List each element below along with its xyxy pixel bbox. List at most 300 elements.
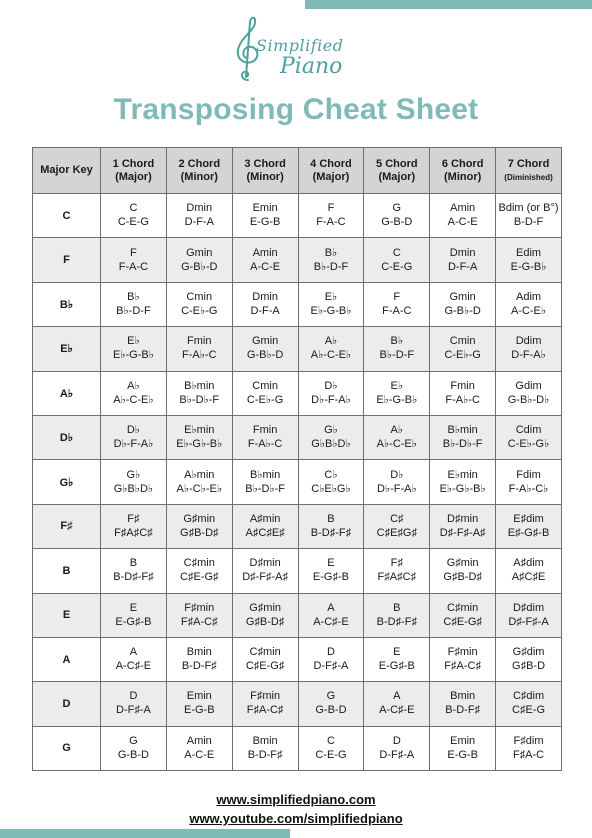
chord-cell: [496, 238, 562, 282]
chord-notes: B♭-D♭-F: [442, 438, 483, 451]
table-row: [33, 194, 562, 238]
chord-cell: [298, 682, 364, 726]
chord-cell: [298, 282, 364, 326]
chord-name: D: [129, 690, 138, 703]
chord-name: Fdim: [516, 468, 541, 481]
chord-cell: [101, 726, 167, 770]
chord-cell: [430, 460, 496, 504]
major-key-cell: E♭: [33, 327, 101, 371]
chord-cell: [496, 415, 562, 459]
chord-cell: [298, 726, 364, 770]
header-chord-6: 6 Chord (Minor): [430, 148, 496, 194]
chord-notes: B-D-F♯: [247, 748, 283, 761]
chord-name: B♭min: [249, 468, 281, 481]
chord-name: Fmin: [187, 335, 212, 348]
chord-cell: [298, 549, 364, 593]
chord-cell: [232, 194, 298, 238]
table-row: [33, 682, 562, 726]
chord-cell: [166, 415, 232, 459]
header-chord-7: 7 Chord (Diminished): [496, 148, 562, 194]
chord-name: A♭min: [184, 468, 215, 481]
chord-notes: C-E♭-G: [444, 349, 481, 362]
chord-notes: A-C♯-E: [313, 615, 349, 628]
chord-notes: D♭-F-A♭: [376, 482, 417, 495]
chord-cell: [166, 282, 232, 326]
chord-cell: [232, 504, 298, 548]
chord-name: Fmin: [252, 424, 278, 437]
table-row: [33, 726, 562, 770]
chord-name: Gmin: [449, 290, 476, 303]
chord-notes: A-C-E: [250, 260, 281, 273]
chord-name: A: [327, 601, 335, 614]
chord-name: Dmin: [186, 202, 213, 215]
chord-notes: D♯-F♯-A♯: [439, 526, 486, 539]
chord-cell: [430, 238, 496, 282]
chord-cell: [430, 282, 496, 326]
chord-name: B♭: [324, 246, 338, 259]
chord-cell: [232, 726, 298, 770]
chord-cell: [364, 549, 430, 593]
chord-notes: A-C-E: [184, 748, 215, 761]
header-chord-3: 3 Chord (Minor): [232, 148, 298, 194]
chord-notes: C♯E-G: [512, 704, 546, 717]
header-chord-4: 4 Chord (Major): [298, 148, 364, 194]
chord-name: E: [393, 646, 401, 659]
major-key-cell: D: [33, 682, 101, 726]
major-key-cell: B♭: [33, 282, 101, 326]
chord-cell: [496, 327, 562, 371]
chord-notes: E-G♯-B: [378, 660, 415, 673]
chord-cell: [364, 415, 430, 459]
chord-notes: D-F-A: [447, 260, 478, 273]
chord-cell: [430, 194, 496, 238]
major-key-cell: A: [33, 637, 101, 681]
chord-cell: [496, 371, 562, 415]
chord-notes: C-E♭-G♭: [507, 438, 550, 451]
chord-name: C♯min: [249, 646, 281, 659]
chord-cell: [232, 371, 298, 415]
header-chord-1: 1 Chord (Major): [101, 148, 167, 194]
chord-name: B: [393, 601, 401, 614]
chord-cell: [364, 593, 430, 637]
chord-cell: [166, 460, 232, 504]
chord-name: F♯min: [250, 690, 281, 703]
chord-name: A♭: [324, 335, 338, 348]
chord-name: F♯dim: [513, 734, 544, 747]
chord-name: C: [326, 734, 335, 747]
chord-cell: [430, 593, 496, 637]
chord-name: Emin: [252, 202, 278, 215]
chord-name: Cdim: [515, 424, 542, 437]
chord-cell: [298, 504, 364, 548]
chord-notes: C♯E-G♯: [443, 615, 482, 628]
chord-name: Amin: [450, 202, 476, 215]
chord-name: E♭min: [184, 424, 215, 437]
chord-name: Gmin: [251, 335, 279, 348]
page-title: Transposing Cheat Sheet: [113, 93, 479, 126]
chord-name: C♭: [324, 468, 338, 481]
chord-name: E: [129, 601, 138, 614]
chord-notes: G-B♭-D: [246, 349, 284, 362]
chord-name: G: [326, 690, 336, 703]
chord-name: E♭: [127, 335, 140, 348]
chord-name: Amin: [252, 246, 278, 259]
chord-notes: B♭-D-F: [116, 304, 151, 317]
chord-cell: [430, 726, 496, 770]
chord-cell: [101, 194, 167, 238]
chord-notes: E-G-B: [447, 748, 478, 761]
chord-notes: G-B♭-D: [444, 304, 481, 317]
chord-notes: F♯A♯C♯: [377, 571, 417, 584]
chord-notes: D-F-A♭: [511, 349, 546, 362]
chord-name: F♯: [390, 557, 403, 570]
chord-name: A♭: [390, 424, 404, 437]
chord-notes: F-A♭-C: [445, 393, 480, 406]
chord-name: D: [392, 734, 401, 747]
chord-cell: [232, 637, 298, 681]
chord-notes: B♭-D♭-F: [179, 393, 220, 406]
chord-name: Bmin: [450, 690, 476, 703]
chord-notes: A-C♯-E: [379, 704, 415, 717]
chord-notes: A-C♯-E: [115, 660, 152, 673]
chord-cell: [166, 726, 232, 770]
chord-notes: B-D♯-F♯: [310, 526, 352, 539]
brand-line-2: Piano: [280, 54, 343, 79]
chord-notes: G-B-D: [117, 748, 149, 761]
chord-cell: [430, 415, 496, 459]
chord-notes: G-B♭-D: [181, 260, 218, 273]
chord-name: A♯min: [249, 512, 281, 525]
chord-cell: [101, 593, 167, 637]
chord-notes: E-G♯-B: [312, 571, 349, 584]
chord-name: B♭: [390, 335, 404, 348]
chord-name: Ddim: [515, 335, 542, 348]
brand-line-1: Simplified: [256, 36, 344, 55]
footer-links: [0, 790, 592, 828]
youtube-link[interactable]: www.youtube.com/simplifiedpiano: [189, 811, 403, 826]
table-row: [33, 282, 562, 326]
chord-name: C: [129, 202, 138, 215]
major-key-cell: E: [33, 593, 101, 637]
table-row: [33, 327, 562, 371]
chord-cell: [364, 504, 430, 548]
chord-name: B: [129, 557, 138, 570]
chord-notes: A♭-C-E♭: [376, 438, 417, 451]
table-row: [33, 504, 562, 548]
chord-cell: [298, 415, 364, 459]
chord-notes: G-B-D: [381, 216, 413, 229]
chord-notes: A♯C♯E♯: [245, 526, 285, 539]
chord-cell: [101, 371, 167, 415]
chord-notes: F♯A-C♯: [246, 704, 284, 717]
chord-name: Cmin: [449, 335, 476, 348]
chord-notes: F♯A-C♯: [444, 660, 481, 673]
chord-cell: [496, 726, 562, 770]
chord-notes: A♯C♯E: [511, 571, 546, 584]
chord-name: D♭: [126, 424, 140, 437]
chord-cell: [101, 504, 167, 548]
chord-cell: [101, 415, 167, 459]
chord-cell: [101, 549, 167, 593]
chord-cell: [101, 460, 167, 504]
chord-cell: [430, 682, 496, 726]
chord-name: B♭: [127, 290, 140, 303]
chord-name: E♯dim: [513, 512, 544, 525]
chord-cell: [430, 504, 496, 548]
chord-cell: [101, 682, 167, 726]
chord-notes: F-A-C: [382, 304, 412, 317]
chord-notes: F-A♭-C: [247, 438, 283, 451]
chord-name: Emin: [186, 690, 212, 703]
chord-name: G♯dim: [512, 646, 545, 659]
chord-notes: B♭-D♭-F: [245, 482, 285, 495]
chord-name: C♯min: [447, 601, 479, 614]
chord-cell: [166, 504, 232, 548]
chord-name: F: [130, 246, 137, 259]
chord-notes: C♯E♯G♯: [376, 526, 417, 539]
chord-notes: G♯B-D♯: [245, 615, 285, 628]
chord-cell: [364, 282, 430, 326]
chord-name: Gmin: [186, 246, 213, 259]
table-row: [33, 460, 562, 504]
chord-notes: F-A♭-C: [182, 349, 217, 362]
chord-name: D♭: [390, 468, 404, 481]
chord-name: A: [129, 646, 138, 659]
chord-notes: B-D♯-F♯: [113, 571, 154, 584]
chord-name: B♭min: [447, 424, 478, 437]
table-row: [33, 415, 562, 459]
chord-notes: F♯A♯C♯: [114, 526, 153, 539]
chord-cell: [232, 549, 298, 593]
chord-cell: [364, 460, 430, 504]
chord-notes: F♯A-C: [512, 748, 545, 761]
chord-name: G♭: [126, 468, 141, 481]
chord-notes: E♭-G-B♭: [310, 304, 352, 317]
chord-notes: F-A-C: [316, 216, 346, 229]
chord-notes: F-A♭-C♭: [508, 482, 549, 495]
chord-notes: A-C-E♭: [510, 304, 547, 317]
chord-notes: A♭-C♭-E♭: [176, 482, 223, 495]
chord-cell: [166, 593, 232, 637]
chord-notes: G♯B-D: [512, 660, 546, 673]
header-chord-5: 5 Chord (Major): [364, 148, 430, 194]
chord-cell: [166, 371, 232, 415]
chord-cell: [101, 327, 167, 371]
chord-notes: A♭-C-E♭: [113, 393, 154, 406]
chord-name: D♯min: [447, 512, 479, 525]
chord-cell: [232, 327, 298, 371]
chord-notes: D♯-F♯-A♯: [242, 571, 289, 584]
chord-cell: [364, 327, 430, 371]
chord-cell: [430, 327, 496, 371]
table-row: [33, 371, 562, 415]
header-chord-2: 2 Chord (Minor): [166, 148, 232, 194]
chord-name: A: [393, 690, 401, 703]
chord-name: Bmin: [186, 646, 212, 659]
header-major-key: Major Key: [33, 148, 101, 194]
table-header-row: [33, 148, 562, 194]
chord-notes: D-F♯-A: [379, 748, 415, 761]
chord-notes: B♭-D-F: [379, 349, 415, 362]
chord-name: D: [326, 646, 335, 659]
brand-logo: [228, 14, 358, 84]
chord-name: D♭: [324, 379, 338, 392]
chord-name: B: [327, 512, 335, 525]
chord-name: C: [392, 246, 401, 259]
chord-notes: D♯-F♯-A: [508, 615, 549, 628]
chord-name: F♯min: [447, 646, 478, 659]
chord-name: Emin: [450, 734, 476, 747]
chord-name: E♭: [390, 379, 404, 392]
chord-cell: [298, 194, 364, 238]
chord-notes: E-G♯-B: [115, 615, 152, 628]
chord-cell: [364, 194, 430, 238]
chord-cell: [496, 682, 562, 726]
chord-cell: [496, 549, 562, 593]
chord-notes: F♯A-C♯: [180, 615, 218, 628]
chord-notes: C♭E♭G♭: [311, 482, 351, 495]
top-accent-bar: [305, 0, 592, 9]
chord-name: Gdim: [515, 379, 542, 392]
chord-name: Amin: [186, 734, 212, 747]
chord-cell: [430, 371, 496, 415]
chord-notes: E♭-G-B♭: [112, 349, 154, 362]
major-key-cell: D♭: [33, 415, 101, 459]
chord-cell: [101, 282, 167, 326]
chord-name: B♭min: [184, 379, 215, 392]
chord-name: E: [327, 557, 335, 570]
chord-name: A♯dim: [513, 557, 544, 570]
chord-cell: [232, 282, 298, 326]
table-row: [33, 238, 562, 282]
chord-notes: F-A-C: [118, 260, 149, 273]
chord-cell: [430, 549, 496, 593]
chord-notes: E-G-B: [183, 704, 215, 717]
chord-name: G♭: [324, 424, 338, 437]
chord-name: E♭min: [447, 468, 478, 481]
major-key-cell: A♭: [33, 371, 101, 415]
chord-notes: C-E-G: [381, 260, 413, 273]
chord-notes: A♭-C-E♭: [310, 349, 352, 362]
chord-notes: G-B-D: [315, 704, 347, 717]
chord-cell: [166, 682, 232, 726]
chord-cell: [166, 637, 232, 681]
chord-name: Edim: [516, 246, 542, 259]
chord-notes: C♯E-G♯: [180, 571, 219, 584]
chord-cell: [364, 238, 430, 282]
chord-cell: [232, 415, 298, 459]
chord-name: G: [129, 734, 138, 747]
chord-notes: E♭-G♭-B♭: [176, 438, 223, 451]
chord-notes: E-G-B♭: [510, 260, 547, 273]
chord-notes: G-B♭-D♭: [507, 393, 550, 406]
chord-notes: G♯B-D♯: [180, 526, 219, 539]
chord-cell: [166, 238, 232, 282]
major-key-cell: C: [33, 194, 101, 238]
chord-cell: [232, 238, 298, 282]
major-key-cell: F: [33, 238, 101, 282]
chord-cell: [166, 327, 232, 371]
chord-cell: [430, 637, 496, 681]
chord-cell: [298, 238, 364, 282]
chord-cell: [298, 637, 364, 681]
chord-notes: B-D-F: [513, 216, 544, 229]
chord-cell: [232, 593, 298, 637]
chord-notes: D♭-F-A♭: [311, 393, 351, 406]
chord-cell: [298, 371, 364, 415]
chord-notes: E♯-G♯-B: [507, 526, 550, 539]
chord-notes: B-D-F♯: [445, 704, 481, 717]
chord-notes: C-E-G: [315, 748, 347, 761]
chord-notes: C-E-G: [117, 216, 149, 229]
chord-notes: D-F♯-A: [116, 704, 151, 717]
chord-notes: B-D-F♯: [181, 660, 217, 673]
chord-cell: [496, 282, 562, 326]
chord-notes: G♭B♭D♭: [113, 482, 154, 495]
chord-name: G: [392, 202, 402, 215]
major-key-cell: B: [33, 549, 101, 593]
table-row: [33, 549, 562, 593]
website-link[interactable]: www.simplifiedpiano.com: [216, 792, 376, 807]
major-key-cell: G♭: [33, 460, 101, 504]
chord-name: D♯min: [249, 557, 281, 570]
chord-name: C♯min: [183, 557, 215, 570]
chord-notes: D-F-A: [184, 216, 214, 229]
chord-name: Cmin: [252, 379, 278, 392]
chord-notes: G♭B♭D♭: [311, 438, 351, 451]
major-key-cell: F♯: [33, 504, 101, 548]
chord-notes: D-F♯-A: [313, 660, 349, 673]
chord-name: F♯: [127, 512, 140, 525]
chord-cell: [166, 549, 232, 593]
chord-cell: [298, 593, 364, 637]
chord-name: E♭: [324, 290, 338, 303]
chord-notes: B-D♯-F♯: [376, 615, 417, 628]
chord-cell: [166, 194, 232, 238]
chord-cell: [496, 504, 562, 548]
transposing-table: [32, 147, 562, 771]
chord-notes: E♭-G-B♭: [376, 393, 418, 406]
chord-name: Bdim (or B°): [498, 202, 559, 215]
chord-notes: D-F-A: [250, 304, 280, 317]
chord-notes: B♭-D-F: [313, 260, 349, 273]
chord-cell: [101, 238, 167, 282]
chord-cell: [496, 593, 562, 637]
chord-name: D♯dim: [512, 601, 545, 614]
chord-name: F♯min: [184, 601, 215, 614]
chord-name: Fmin: [450, 379, 475, 392]
chord-cell: [496, 460, 562, 504]
chord-notes: G♯B-D♯: [443, 571, 482, 584]
chord-name: G♯min: [249, 601, 281, 614]
chord-cell: [298, 460, 364, 504]
chord-name: Dmin: [449, 246, 476, 259]
chord-cell: [364, 371, 430, 415]
chord-notes: D♭-F-A♭: [113, 438, 154, 451]
chord-name: G♯min: [183, 512, 216, 525]
bottom-accent-bar: [0, 829, 290, 838]
chord-name: G♯min: [446, 557, 479, 570]
chord-notes: A-C-E: [447, 216, 478, 229]
table-row: [33, 637, 562, 681]
chord-notes: C-E♭-G: [246, 393, 284, 406]
chord-name: A♭: [127, 379, 140, 392]
chord-notes: C-E♭-G: [181, 304, 218, 317]
chord-cell: [298, 327, 364, 371]
chord-cell: [364, 682, 430, 726]
chord-name: Cmin: [186, 290, 213, 303]
chord-cell: [101, 637, 167, 681]
